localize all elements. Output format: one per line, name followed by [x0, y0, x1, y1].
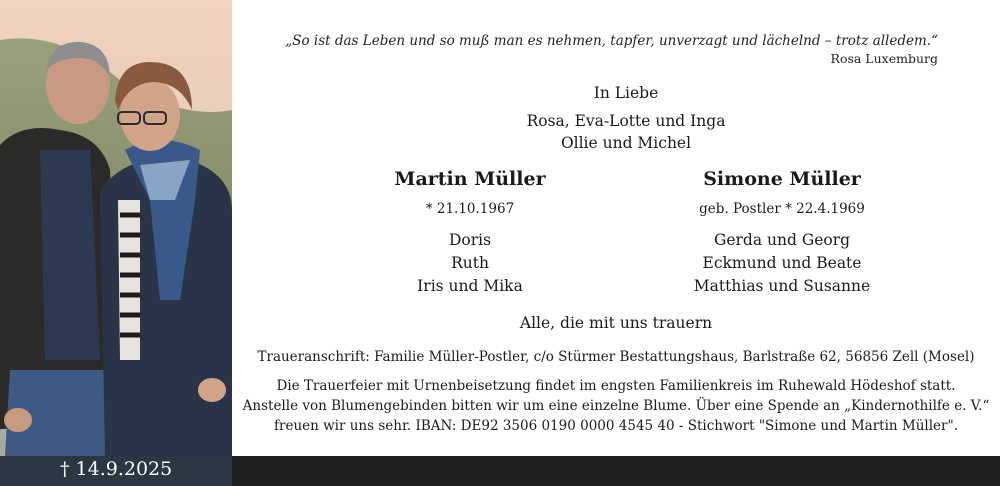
person-2-birth: geb. Postler * 22.4.1969	[699, 201, 865, 217]
notice-line: Die Trauerfeier mit Urnenbeisetzung findet im engsten Familienkreis im Ruhewald Hödeshof statt.	[276, 378, 956, 394]
couple-photo	[0, 0, 232, 456]
person-1-relative: Ruth	[451, 254, 489, 272]
person-2-relative: Eckmund und Beate	[702, 254, 862, 272]
children-line-1: Rosa, Eva-Lotte und Inga	[526, 112, 726, 130]
person-1-relative: Iris und Mika	[417, 277, 523, 295]
notice-line: freuen wir uns sehr. IBAN: DE92 3506 0190 0000 4545 40 - Stichwort "Simone und Martin Müller".	[274, 418, 958, 434]
person-1-relative: Doris	[448, 231, 492, 249]
notice-line: Anstelle von Blumengebinden bitten wir um eine einzelne Blume. Über eine Spende an „Kindernothilfe e. V.“	[242, 398, 990, 414]
person-1-birth: * 21.10.1967	[425, 201, 515, 217]
person-2-name: Simone Müller	[703, 168, 861, 190]
person-1-name: Martin Müller	[394, 168, 546, 190]
funeral-address: Traueranschrift: Familie Müller-Postler, c/o Stürmer Bestattungshaus, Barlstraße 62, 56856 Zell (Mosel)	[257, 349, 975, 365]
death-date: † 14.9.2025	[60, 458, 173, 480]
intro-text: In Liebe	[593, 84, 659, 102]
children-line-2: Ollie und Michel	[560, 134, 692, 152]
quote-text: „So ist das Leben und so muß man es nehmen, tapfer, unverzagt und lächelnd – trotz alledem.“	[285, 33, 938, 49]
quote-author: Rosa Luxemburg	[830, 51, 938, 66]
all-mourners: Alle, die mit uns trauern	[519, 314, 713, 332]
person-2-relative: Gerda und Georg	[713, 231, 851, 249]
person-2-relative: Matthias und Susanne	[693, 277, 871, 295]
